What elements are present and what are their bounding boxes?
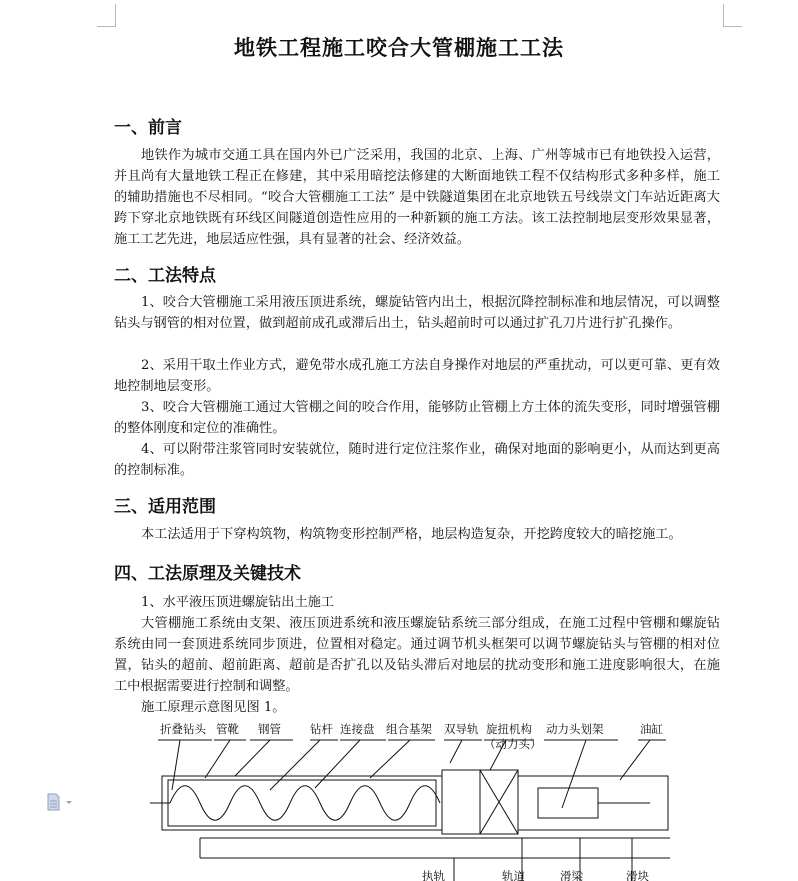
page-corner-mark bbox=[97, 4, 116, 27]
figure-label: 钢管 bbox=[258, 722, 281, 736]
document-icon[interactable] bbox=[45, 793, 75, 811]
paragraph: 2、采用干取土作业方式，避免带水成孔施工方法自身操作对地层的严重扰动，可以更可靠、更有效地控制地层变形。 bbox=[114, 358, 720, 394]
section-heading: 三、适用范围 bbox=[114, 497, 216, 517]
figure-label: 管靴 bbox=[216, 722, 239, 736]
figure-label: 旋扭机构 bbox=[486, 722, 532, 736]
page-corner-mark bbox=[723, 4, 742, 27]
construction-principle-figure bbox=[150, 718, 670, 881]
section-heading: 一、前言 bbox=[114, 118, 182, 138]
paragraph: 大管棚施工系统由支架、液压顶进系统和液压螺旋钻系统三部分组成，在施工过程中管棚和螺旋钻系统由同一套顶进系统同步顶进，位置相对稳定。通过调节机头框架可以调节螺旋钻头与管棚的相对位置，钻头的超前、超前距离、超前是否扩孔以及钻头滞后对地层的扰动变形和施工进度影响很大，在施工中根据需要进行控制和调整。 bbox=[114, 616, 720, 694]
paragraph: 本工法适用于下穿构筑物，构筑物变形控制严格，地层构造复杂，开挖跨度较大的暗挖施工。 bbox=[141, 527, 682, 542]
figure-label: 轨道 bbox=[502, 869, 525, 881]
paragraph: 4、可以附带注浆管同时安装就位，随时进行定位注浆作业，确保对地面的影响更小，从而达到更高的控制标准。 bbox=[114, 442, 720, 478]
figure-label: 执轨 bbox=[422, 869, 445, 881]
figure-label: 连接盘 bbox=[340, 722, 375, 736]
paragraph: 3、咬合大管棚施工通过大管棚之间的咬合作用，能够防止管棚上方土体的流失变形，同时增强管棚的整体刚度和定位的准确性。 bbox=[114, 400, 720, 436]
figure-label: （动力头） bbox=[484, 737, 542, 751]
figure-label: 油缸 bbox=[640, 722, 663, 736]
paragraph: 1、水平液压顶进螺旋钻出土施工 bbox=[141, 595, 335, 610]
section-heading: 四、工法原理及关键技术 bbox=[114, 564, 301, 584]
paragraph: 1、咬合大管棚施工采用液压顶进系统，螺旋钻管内出土，根据沉降控制标准和地层情况，可以调整钻头与钢管的相对位置，做到超前成孔或滞后出土，钻头超前时可以通过扩孔刀片进行扩孔操作。 bbox=[114, 295, 720, 331]
figure-label: 滑块 bbox=[626, 869, 649, 881]
figure-label: 钻杆 bbox=[310, 722, 333, 736]
figure-label: 滑梁 bbox=[560, 869, 583, 881]
figure-label: 动力头划架 bbox=[546, 722, 604, 736]
figure-label: 双导轨 bbox=[444, 722, 479, 736]
figure-label: 组合基架 bbox=[386, 722, 432, 736]
figure-label: 折叠钻头 bbox=[160, 722, 206, 736]
paragraph: 地铁作为城市交通工具在国内外已广泛采用，我国的北京、上海、广州等城市已有地铁投入运营，并且尚有大量地铁工程正在修建，其中采用暗挖法修建的大断面地铁工程不仅结构形式多种多样，施工的辅助措施也不尽相同。“咬合大管棚施工工法” 是中铁隧道集团在北京地铁五号线崇文门车站近距离大跨下穿北京地铁既有环线区间隧道创造性应用的一种新颖的施工方法。该工法控制地层变形效果显著，施工工艺先进，地层适应性强，具有显著的社会、经济效益。 bbox=[114, 148, 720, 247]
paragraph: 施工原理示意图见图 1。 bbox=[141, 700, 286, 715]
document-title: 地铁工程施工咬合大管棚施工工法 bbox=[234, 35, 564, 60]
section-heading: 二、工法特点 bbox=[114, 266, 216, 286]
